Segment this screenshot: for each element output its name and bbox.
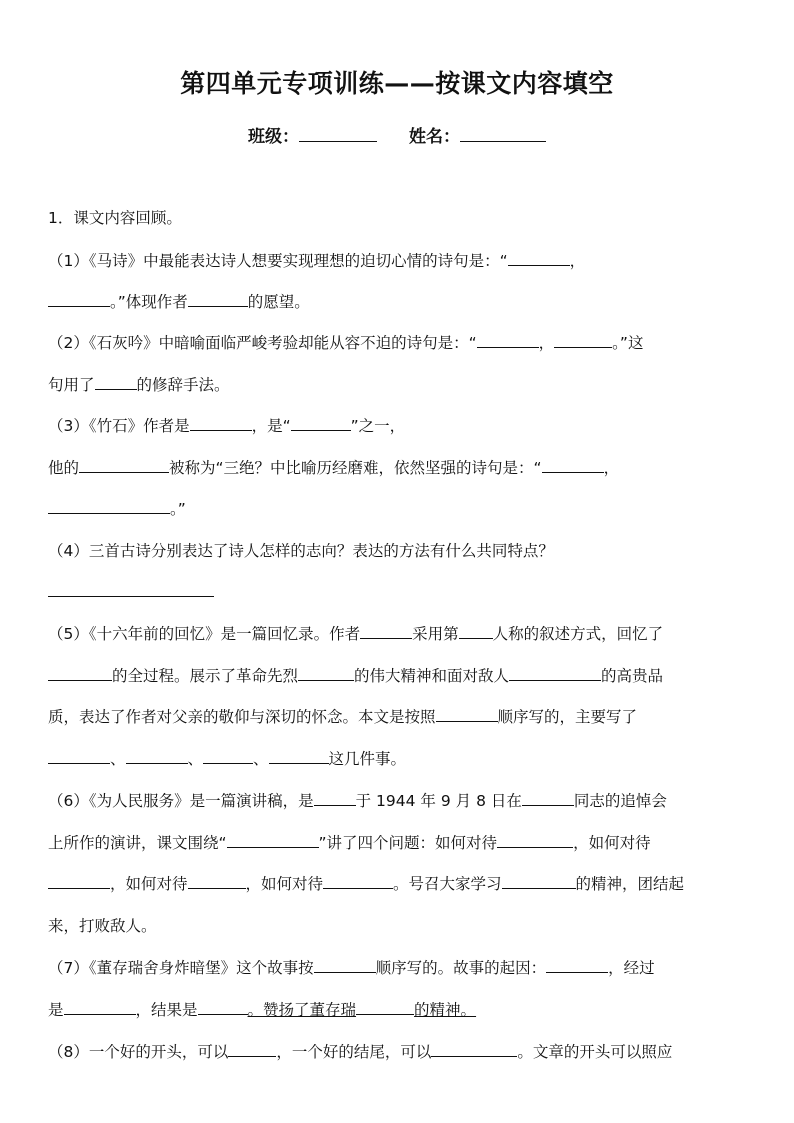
fill-blank[interactable]	[477, 333, 539, 348]
class-label: 班级：	[248, 127, 299, 147]
fill-blank[interactable]	[48, 666, 112, 681]
item-5-text: 顺序写的，主要写了	[497, 708, 638, 726]
item-3-text: ，	[603, 459, 620, 477]
fill-blank[interactable]	[228, 1042, 276, 1057]
fill-blank[interactable]	[522, 791, 574, 806]
fill-blank[interactable]	[79, 458, 169, 473]
item-1-text: 。”体现作者	[110, 293, 188, 311]
item-6-line-4: 来，打败敌人。	[48, 917, 157, 935]
item-5-text: 人称的叙述方式，回忆了	[492, 625, 664, 643]
name-label: 姓名：	[409, 127, 460, 147]
fill-blank[interactable]	[509, 666, 601, 681]
item-5-line-2	[48, 664, 748, 686]
item-3-text: 被称为“三绝？中比喻历经磨难，依然坚强的诗句是：“	[169, 459, 542, 477]
item-6-text: ”讲了四个问题：如何对待	[318, 834, 498, 852]
fill-blank[interactable]	[546, 958, 608, 973]
item-6-text: 的精神，团结起	[575, 875, 685, 893]
item-5-line-4	[48, 747, 748, 769]
fill-blank[interactable]	[356, 1000, 414, 1015]
item-3-text: 。”	[170, 500, 186, 518]
fill-blank[interactable]	[431, 1042, 517, 1057]
item-6-text: 同志的追悼会	[573, 792, 667, 810]
fill-blank[interactable]	[198, 1000, 248, 1015]
item-5-text: （5）《十六年前的回忆》是一篇回忆录。作者	[48, 625, 361, 643]
item-8-text: ，一个好的结尾，可以	[276, 1043, 432, 1061]
item-3-text: （3）《竹石》作者是	[48, 417, 190, 435]
item-1-line-2	[48, 290, 748, 312]
item-1-text: ，	[569, 252, 586, 270]
item-5-text: 、	[110, 750, 126, 768]
fill-blank[interactable]	[542, 458, 604, 473]
item-6-text: 于 1944 年 9 月 8 日在	[355, 792, 522, 810]
item-7-text: ，经过	[608, 959, 655, 977]
item-1-text: 的愿望。	[247, 293, 310, 311]
item-8-text: （8）一个好的开头，可以	[48, 1043, 229, 1061]
item-5-text: 、	[187, 750, 204, 768]
fill-blank[interactable]	[227, 833, 319, 848]
item-2-text: （2）《石灰吟》中暗喻面临严峻考验却能从容不迫的诗句是：“	[48, 334, 477, 352]
fill-blank[interactable]	[48, 499, 170, 514]
item-7-text: （7）《董存瑞舍身炸暗堡》这个故事按	[48, 959, 314, 977]
fill-blank[interactable]	[314, 958, 376, 973]
item-2-line-2	[48, 373, 748, 395]
fill-blank[interactable]	[497, 833, 573, 848]
item-3-text: ，是“	[251, 417, 291, 435]
fill-blank[interactable]	[459, 624, 493, 639]
item-1-line-1	[48, 249, 748, 271]
item-5-line-1	[48, 622, 748, 644]
fill-blank[interactable]	[190, 416, 252, 431]
item-5-text: 这几件事。	[328, 750, 407, 768]
item-2-text: 。”这	[612, 334, 644, 352]
item-5-text: 的伟大精神和面对敌人	[354, 667, 510, 685]
item-5-text: 采用第	[412, 625, 459, 643]
item-6-text: ，如何对待	[110, 875, 188, 893]
item-6-text: ，如何对待	[573, 834, 651, 852]
fill-blank[interactable]	[360, 624, 412, 639]
fill-blank[interactable]	[48, 749, 110, 764]
item-3-text: ”之一，	[350, 417, 406, 435]
item-5-text: 的全过程。展示了革命先烈	[112, 667, 299, 685]
fill-blank[interactable]	[314, 791, 356, 806]
fill-blank[interactable]	[436, 707, 498, 722]
item-6-line-1	[48, 789, 748, 811]
answer-blank[interactable]	[48, 582, 214, 597]
student-info	[0, 122, 794, 147]
item-5-text: 质，表达了作者对父亲的敬仰与深切的怀念。本文是按照	[48, 708, 436, 726]
class-blank[interactable]	[299, 123, 377, 142]
item-7-text: 是	[48, 1001, 64, 1019]
fill-blank[interactable]	[188, 874, 246, 889]
item-4-answer-line	[48, 582, 748, 601]
item-6-text: 。号召大家学习	[393, 875, 502, 893]
item-8-line-1	[48, 1040, 748, 1062]
item-7-text: 的精神。	[414, 1001, 477, 1019]
fill-blank[interactable]	[126, 749, 188, 764]
item-3-line-2	[48, 456, 748, 478]
fill-blank[interactable]	[95, 375, 137, 390]
item-2-text: ，	[538, 334, 555, 352]
fill-blank[interactable]	[508, 251, 570, 266]
item-5-text: 的高贵品	[601, 667, 664, 685]
item-2-text: 句用了	[48, 376, 95, 394]
item-6-line-3	[48, 872, 748, 894]
item-4-line-1: （4）三首古诗分别表达了诗人怎样的志向？表达的方法有什么共同特点？	[48, 542, 554, 560]
name-blank[interactable]	[460, 123, 546, 142]
item-6-line-2	[48, 831, 748, 853]
item-3-text: 他的	[48, 459, 80, 477]
fill-blank[interactable]	[269, 749, 329, 764]
item-1-text: （1）《马诗》中最能表达诗人想要实现理想的迫切心情的诗句是：“	[48, 252, 508, 270]
item-6-text: 上所作的演讲，课文围绕“	[48, 834, 227, 852]
question-1-heading: 1．课文内容回顾。	[48, 209, 182, 227]
item-5-line-3	[48, 705, 748, 727]
item-7-line-1	[48, 956, 748, 978]
item-7-text: 顺序写的。故事的起因：	[375, 959, 547, 977]
item-7-text: ，结果是	[135, 1001, 198, 1019]
page-title: 第四单元专项训练——按课文内容填空	[180, 69, 614, 98]
fill-blank[interactable]	[554, 333, 612, 348]
item-3-line-1	[48, 414, 748, 436]
fill-blank[interactable]	[48, 292, 110, 307]
fill-blank[interactable]	[48, 874, 110, 889]
item-7-text: 。赞扬了董存瑞	[247, 1001, 357, 1019]
item-6-text: （6）《为人民服务》是一篇演讲稿，是	[48, 792, 314, 810]
item-5-text: 、	[253, 750, 269, 768]
fill-blank[interactable]	[323, 874, 393, 889]
item-8-text: 。文章的开头可以照应	[517, 1043, 673, 1061]
item-6-text: ，如何对待	[245, 875, 324, 893]
fill-blank[interactable]	[203, 749, 253, 764]
fill-blank[interactable]	[64, 1000, 136, 1015]
fill-blank[interactable]	[298, 666, 354, 681]
fill-blank[interactable]	[291, 416, 351, 431]
fill-blank[interactable]	[502, 874, 576, 889]
item-7-line-2	[48, 998, 748, 1020]
fill-blank[interactable]	[188, 292, 248, 307]
item-2-text: 的修辞手法。	[136, 376, 230, 394]
item-3-line-3	[48, 497, 748, 519]
item-2-line-1	[48, 331, 748, 353]
